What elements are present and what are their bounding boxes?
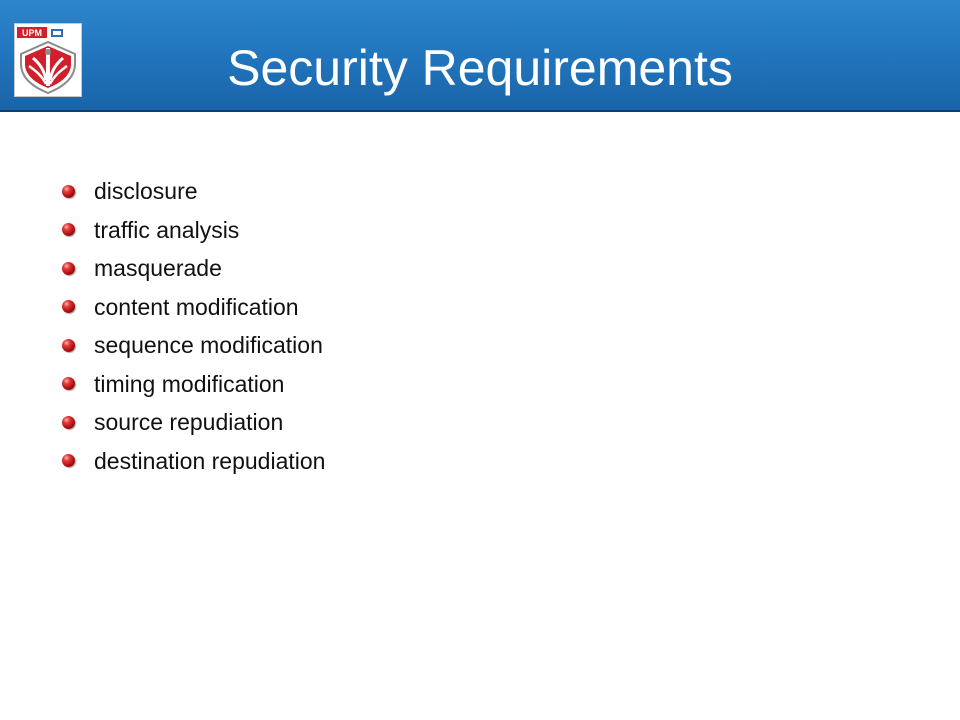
list-item xyxy=(62,442,325,481)
list-item xyxy=(62,249,325,288)
list-item xyxy=(62,211,325,250)
logo-text: UPM xyxy=(22,28,42,38)
bullet-label: disclosure xyxy=(94,178,198,205)
bullet-label: source repudiation xyxy=(94,409,284,436)
red-sphere-bullet-icon xyxy=(62,300,75,313)
bullet-label: content modification xyxy=(94,293,299,320)
red-sphere-bullet-icon xyxy=(62,416,75,429)
bullet-label: masquerade xyxy=(94,255,222,282)
red-sphere-bullet-icon xyxy=(62,262,75,275)
title-bar xyxy=(0,0,960,112)
bullet-label: destination repudiation xyxy=(94,447,326,474)
bullet-label: timing modification xyxy=(94,370,285,397)
slide-title: Security Requirements xyxy=(227,40,733,96)
bullet-list xyxy=(62,172,325,480)
list-item xyxy=(62,326,325,365)
red-sphere-bullet-icon xyxy=(62,223,75,236)
list-item xyxy=(62,403,325,442)
red-sphere-bullet-icon xyxy=(62,339,75,352)
list-item xyxy=(62,288,325,327)
bullet-label: traffic analysis xyxy=(94,216,240,243)
red-sphere-bullet-icon xyxy=(62,454,75,467)
bullet-label: sequence modification xyxy=(94,332,323,359)
list-item xyxy=(62,172,325,211)
list-item xyxy=(62,365,325,404)
red-sphere-bullet-icon xyxy=(62,377,75,390)
red-sphere-bullet-icon xyxy=(62,185,75,198)
